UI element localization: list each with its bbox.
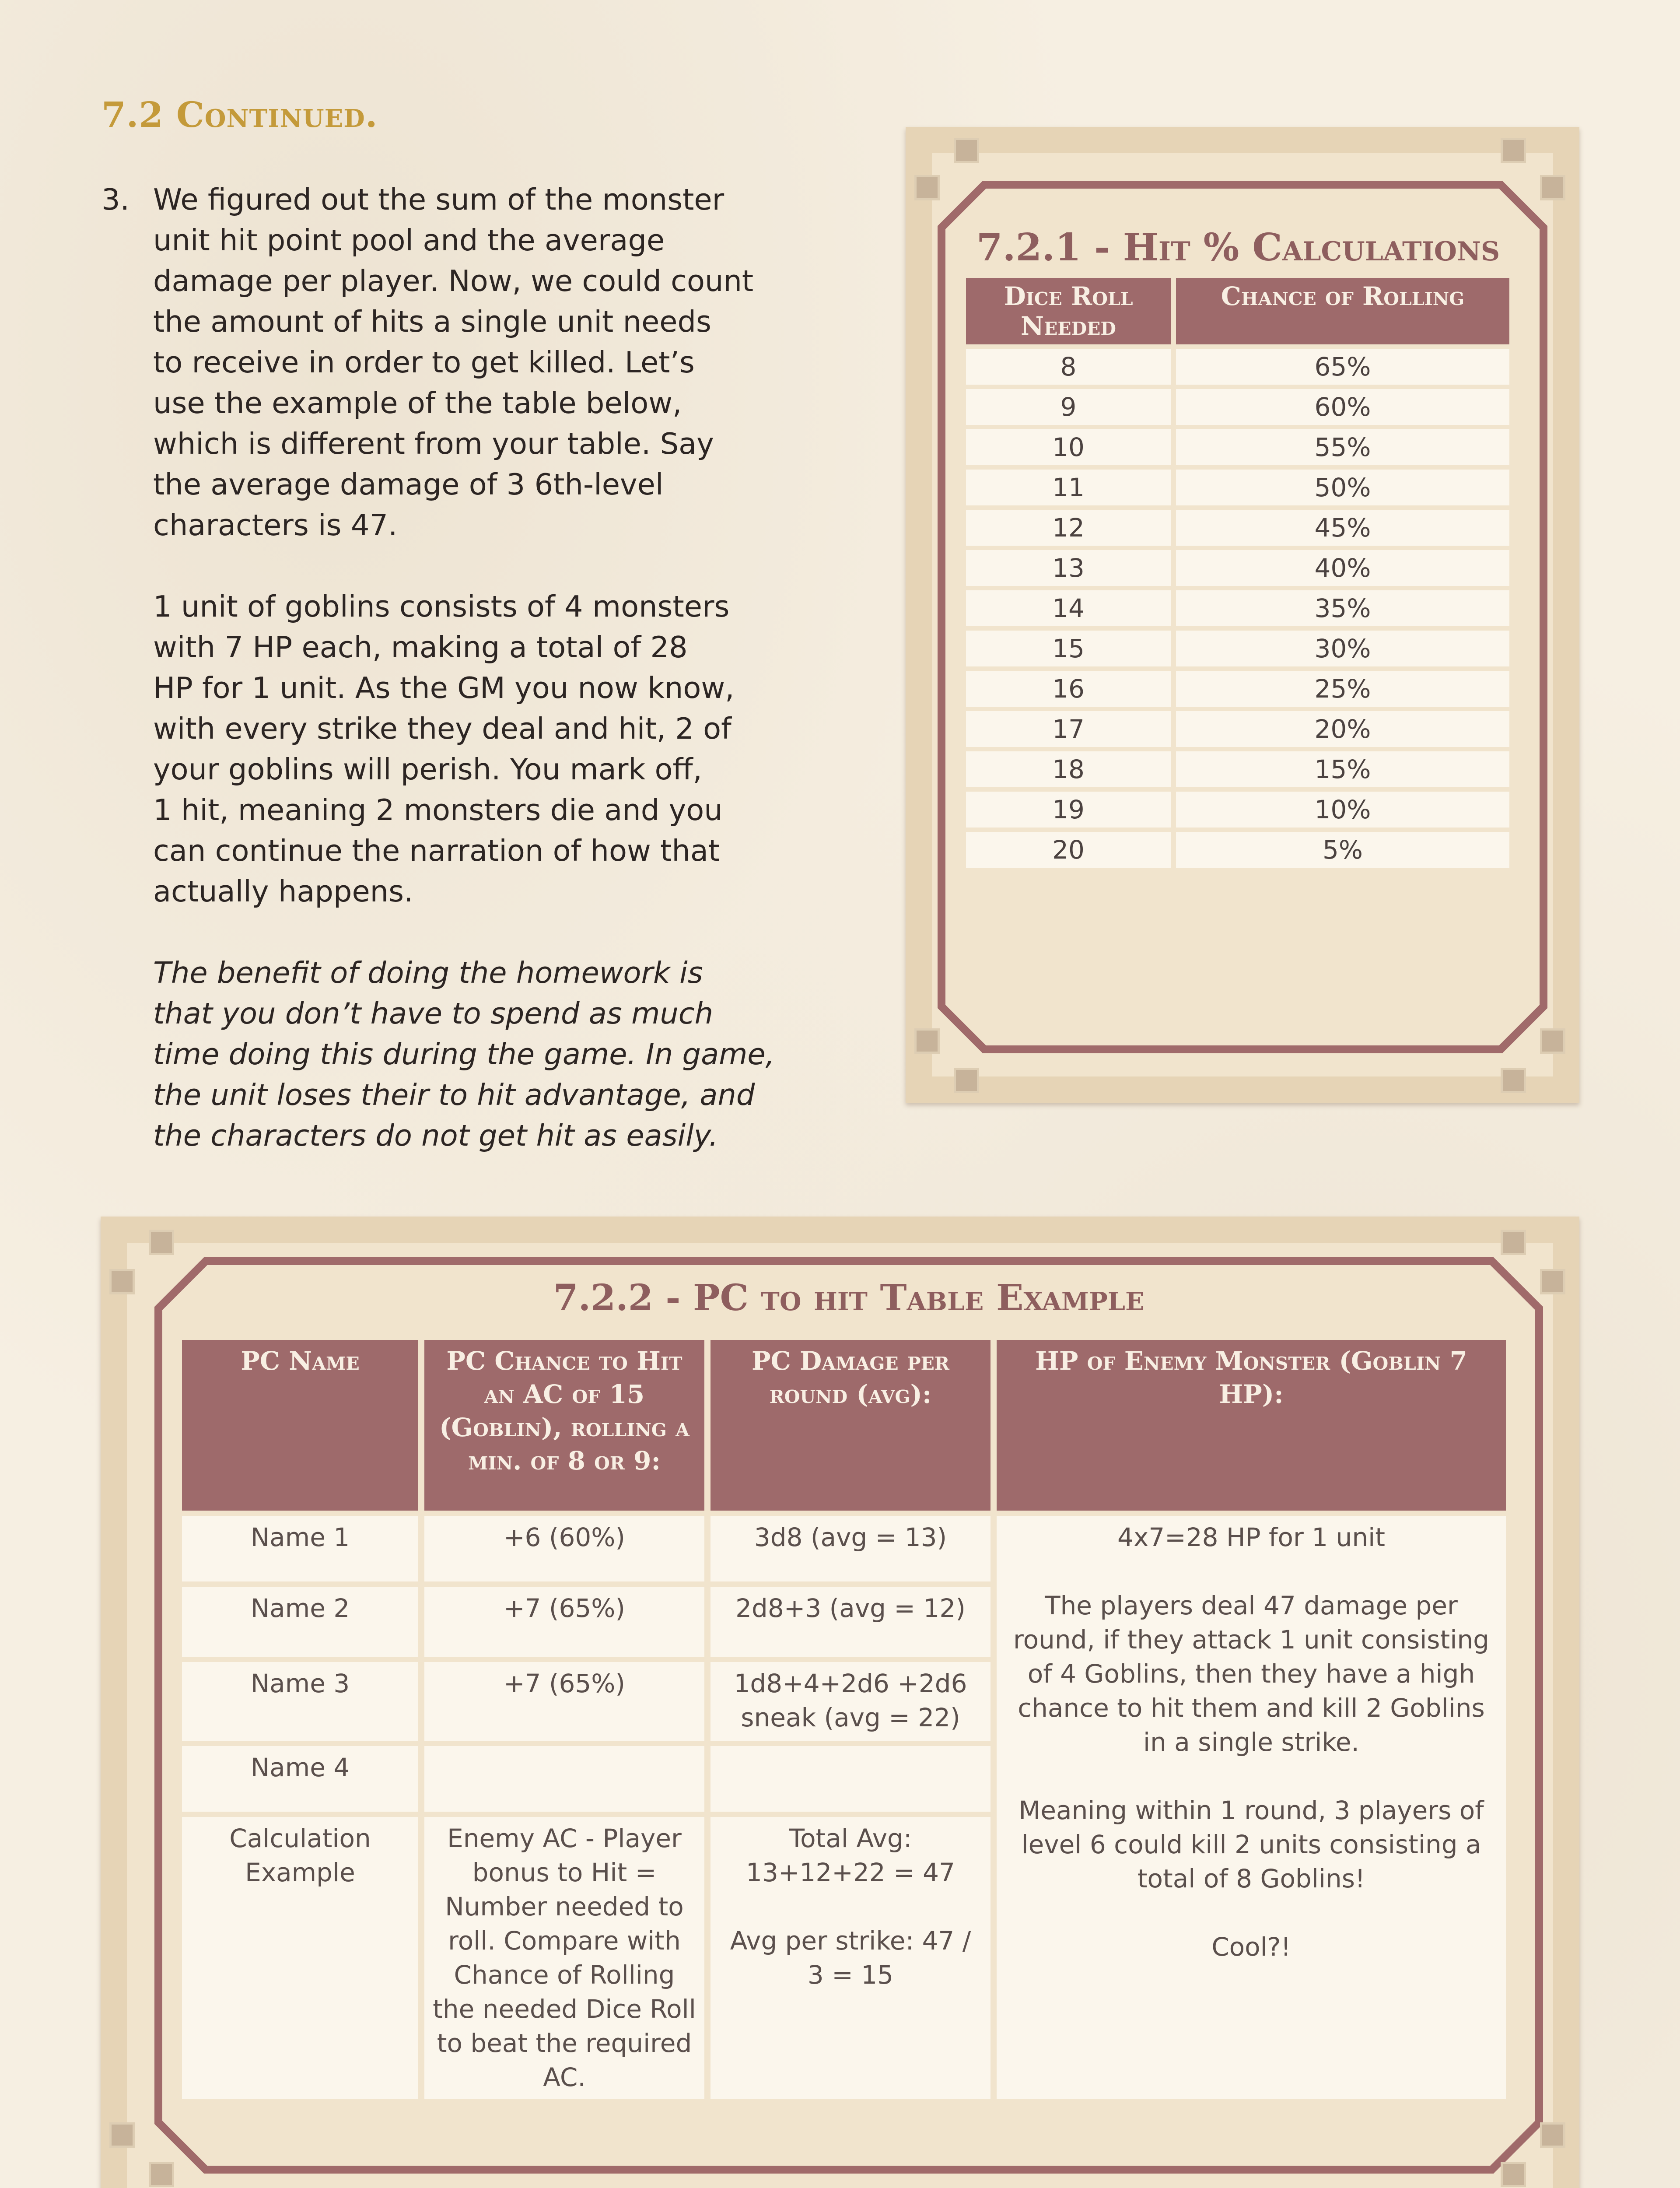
pc-name-cell: Name 4 (182, 1746, 418, 1812)
hit-table-title: 7.2.1 - Hit % Calculations (976, 225, 1500, 270)
table-row (966, 832, 1509, 868)
table-row (966, 470, 1509, 505)
pc-table-header: PC Name (182, 1340, 418, 1511)
corner-square (109, 2122, 135, 2148)
hp-line: 4x7=28 HP for 1 unit (1117, 1522, 1385, 1552)
chance-cell: 50% (1176, 470, 1509, 505)
p3-line: time doing this during the game. In game, (153, 1037, 775, 1071)
pc-damage-cell: 3d8 (avg = 13) (710, 1516, 990, 1581)
p1-line: unit hit point pool and the average (153, 223, 665, 257)
pc-chance-cell (424, 1746, 704, 1812)
pc-damage-cell: 2d8+3 (avg = 12) (710, 1587, 990, 1657)
chance-cell: 60% (1176, 389, 1509, 425)
p1-line: which is different from your table. Say (153, 427, 714, 461)
corner-square (1540, 175, 1565, 200)
pc-damage-cell (710, 1746, 990, 1812)
table-row (966, 590, 1509, 626)
p3-line: the characters do not get hit as easily. (153, 1119, 718, 1153)
pc-name-cell: Name 2 (182, 1587, 418, 1657)
p3-line: that you don’t have to spend as much (153, 996, 714, 1031)
corner-square (149, 1230, 174, 1255)
pc-table (176, 1335, 1512, 2104)
p2-line: with 7 HP each, making a total of 28 (153, 630, 688, 664)
table-row (966, 671, 1509, 707)
table-row (966, 389, 1509, 425)
p1-line: use the example of the table below, (153, 386, 682, 420)
chance-cell: 10% (1176, 792, 1509, 828)
p3-line: The benefit of doing the homework is (153, 956, 703, 990)
corner-square (954, 138, 979, 163)
pc-table-header: PC Chance to Hit an AC of 15 (Goblin), rolling a min. of 8 or 9: (424, 1340, 704, 1511)
pc-name-cell: Name 3 (182, 1662, 418, 1741)
dice-cell: 19 (966, 792, 1171, 828)
corner-square (1501, 2162, 1526, 2187)
dice-cell: 17 (966, 711, 1171, 747)
chance-cell: 45% (1176, 510, 1509, 546)
pc-table-header: PC Damage per round (avg): (710, 1340, 990, 1511)
pc-chance-cell: +6 (60%) (424, 1516, 704, 1581)
chance-cell: 55% (1176, 429, 1509, 465)
hp-line: Cool?! (1211, 1932, 1291, 1962)
table-row (966, 429, 1509, 465)
table-row (966, 550, 1509, 586)
p1-line: We figured out the sum of the monster (153, 182, 724, 217)
hp-cell (997, 1516, 1506, 2099)
p2-line: 1 unit of goblins consists of 4 monsters (153, 589, 730, 624)
spacer (1004, 1554, 1498, 1588)
dice-cell: 10 (966, 429, 1171, 465)
paragraph-3 (102, 953, 845, 1156)
table-row (966, 792, 1509, 828)
p2-line: actually happens. (153, 874, 413, 908)
pc-chance-cell: +7 (65%) (424, 1587, 704, 1657)
chance-cell: 20% (1176, 711, 1509, 747)
table-row (966, 349, 1509, 385)
table-row (966, 510, 1509, 546)
chance-cell: 65% (1176, 349, 1509, 385)
paragraph-2 (102, 586, 845, 912)
dice-cell: 8 (966, 349, 1171, 385)
paragraph-1 (102, 179, 845, 546)
p2-line: HP for 1 unit. As the GM you now know, (153, 671, 735, 705)
corner-square (149, 2162, 174, 2187)
pc-damage-cell: 1d8+4+2d6 +2d6 sneak (avg = 22) (710, 1662, 990, 1741)
dice-cell: 13 (966, 550, 1171, 586)
total-avg: Total Avg: 13+12+22 = 47 (746, 1823, 955, 1887)
avg-per-strike: Avg per strike: 47 / 3 = 15 (730, 1926, 971, 1990)
pc-chance-cell: Enemy AC - Player bonus to Hit = Number needed to roll. Compare with Chance of Rolling the needed Dice Roll to beat the required AC. (424, 1817, 704, 2099)
dice-cell: 18 (966, 751, 1171, 787)
hit-table-header: Dice Roll Needed (966, 278, 1171, 344)
p1-line: the average damage of 3 6th-level (153, 467, 664, 501)
list-number: 3. (102, 182, 130, 217)
pc-chance-cell: +7 (65%) (424, 1662, 704, 1741)
p3-line: the unit loses their to hit advantage, and (153, 1078, 755, 1112)
spacer (1004, 1759, 1498, 1793)
section-heading: 7.2 Continued. (102, 94, 378, 135)
body-text (102, 179, 845, 1197)
chance-cell: 35% (1176, 590, 1509, 626)
corner-square (1540, 2122, 1565, 2148)
dice-cell: 20 (966, 832, 1171, 868)
chance-cell: 40% (1176, 550, 1509, 586)
table-row (182, 1516, 1506, 1581)
dice-cell: 12 (966, 510, 1171, 546)
corner-square (954, 1068, 979, 1093)
table-row (966, 711, 1509, 747)
dice-cell: 15 (966, 631, 1171, 666)
chance-cell: 5% (1176, 832, 1509, 868)
pc-damage-cell (710, 1817, 990, 2099)
corner-square (1501, 138, 1526, 163)
dice-cell: 11 (966, 470, 1171, 505)
pc-name-cell: Name 1 (182, 1516, 418, 1581)
chance-cell: 15% (1176, 751, 1509, 787)
spacer (718, 1890, 983, 1924)
hit-table (961, 274, 1515, 872)
hit-table-header: Chance of Rolling (1176, 278, 1509, 344)
p2-line: with every strike they deal and hit, 2 of (153, 712, 732, 746)
pc-table-header: HP of Enemy Monster (Goblin 7 HP): (997, 1340, 1506, 1511)
p1-line: to receive in order to get killed. Let’s (153, 345, 695, 379)
corner-square (1501, 1068, 1526, 1093)
spacer (1004, 1896, 1498, 1930)
p2-line: your goblins will perish. You mark off, (153, 752, 702, 786)
table-row (966, 751, 1509, 787)
corner-square (1501, 1230, 1526, 1255)
corner-square (914, 175, 940, 200)
table-row (966, 631, 1509, 666)
p2-line: 1 hit, meaning 2 monsters die and you (153, 793, 723, 827)
p1-line: damage per player. Now, we could count (153, 264, 754, 298)
dice-cell: 14 (966, 590, 1171, 626)
corner-square (1540, 1028, 1565, 1054)
chance-cell: 25% (1176, 671, 1509, 707)
pc-name-cell: Calculation Example (182, 1817, 418, 2099)
p2-line: can continue the narration of how that (153, 834, 720, 868)
corner-square (109, 1269, 135, 1294)
dice-cell: 16 (966, 671, 1171, 707)
hp-line: The players deal 47 damage per round, if they attack 1 unit consisting of 4 Goblins, then they have a high chance to hit them and kill 2 Goblins in a single strike. (1013, 1591, 1489, 1757)
dice-cell: 9 (966, 389, 1171, 425)
chance-cell: 30% (1176, 631, 1509, 666)
pc-table-title: 7.2.2 - PC to hit Table Example (553, 1277, 1144, 1319)
p1-line: the amount of hits a single unit needs (153, 305, 711, 339)
corner-square (914, 1028, 940, 1054)
p1-line: characters is 47. (153, 508, 398, 542)
hp-line: Meaning within 1 round, 3 players of level 6 could kill 2 units consisting a total of 8 Goblins! (1018, 1795, 1484, 1893)
